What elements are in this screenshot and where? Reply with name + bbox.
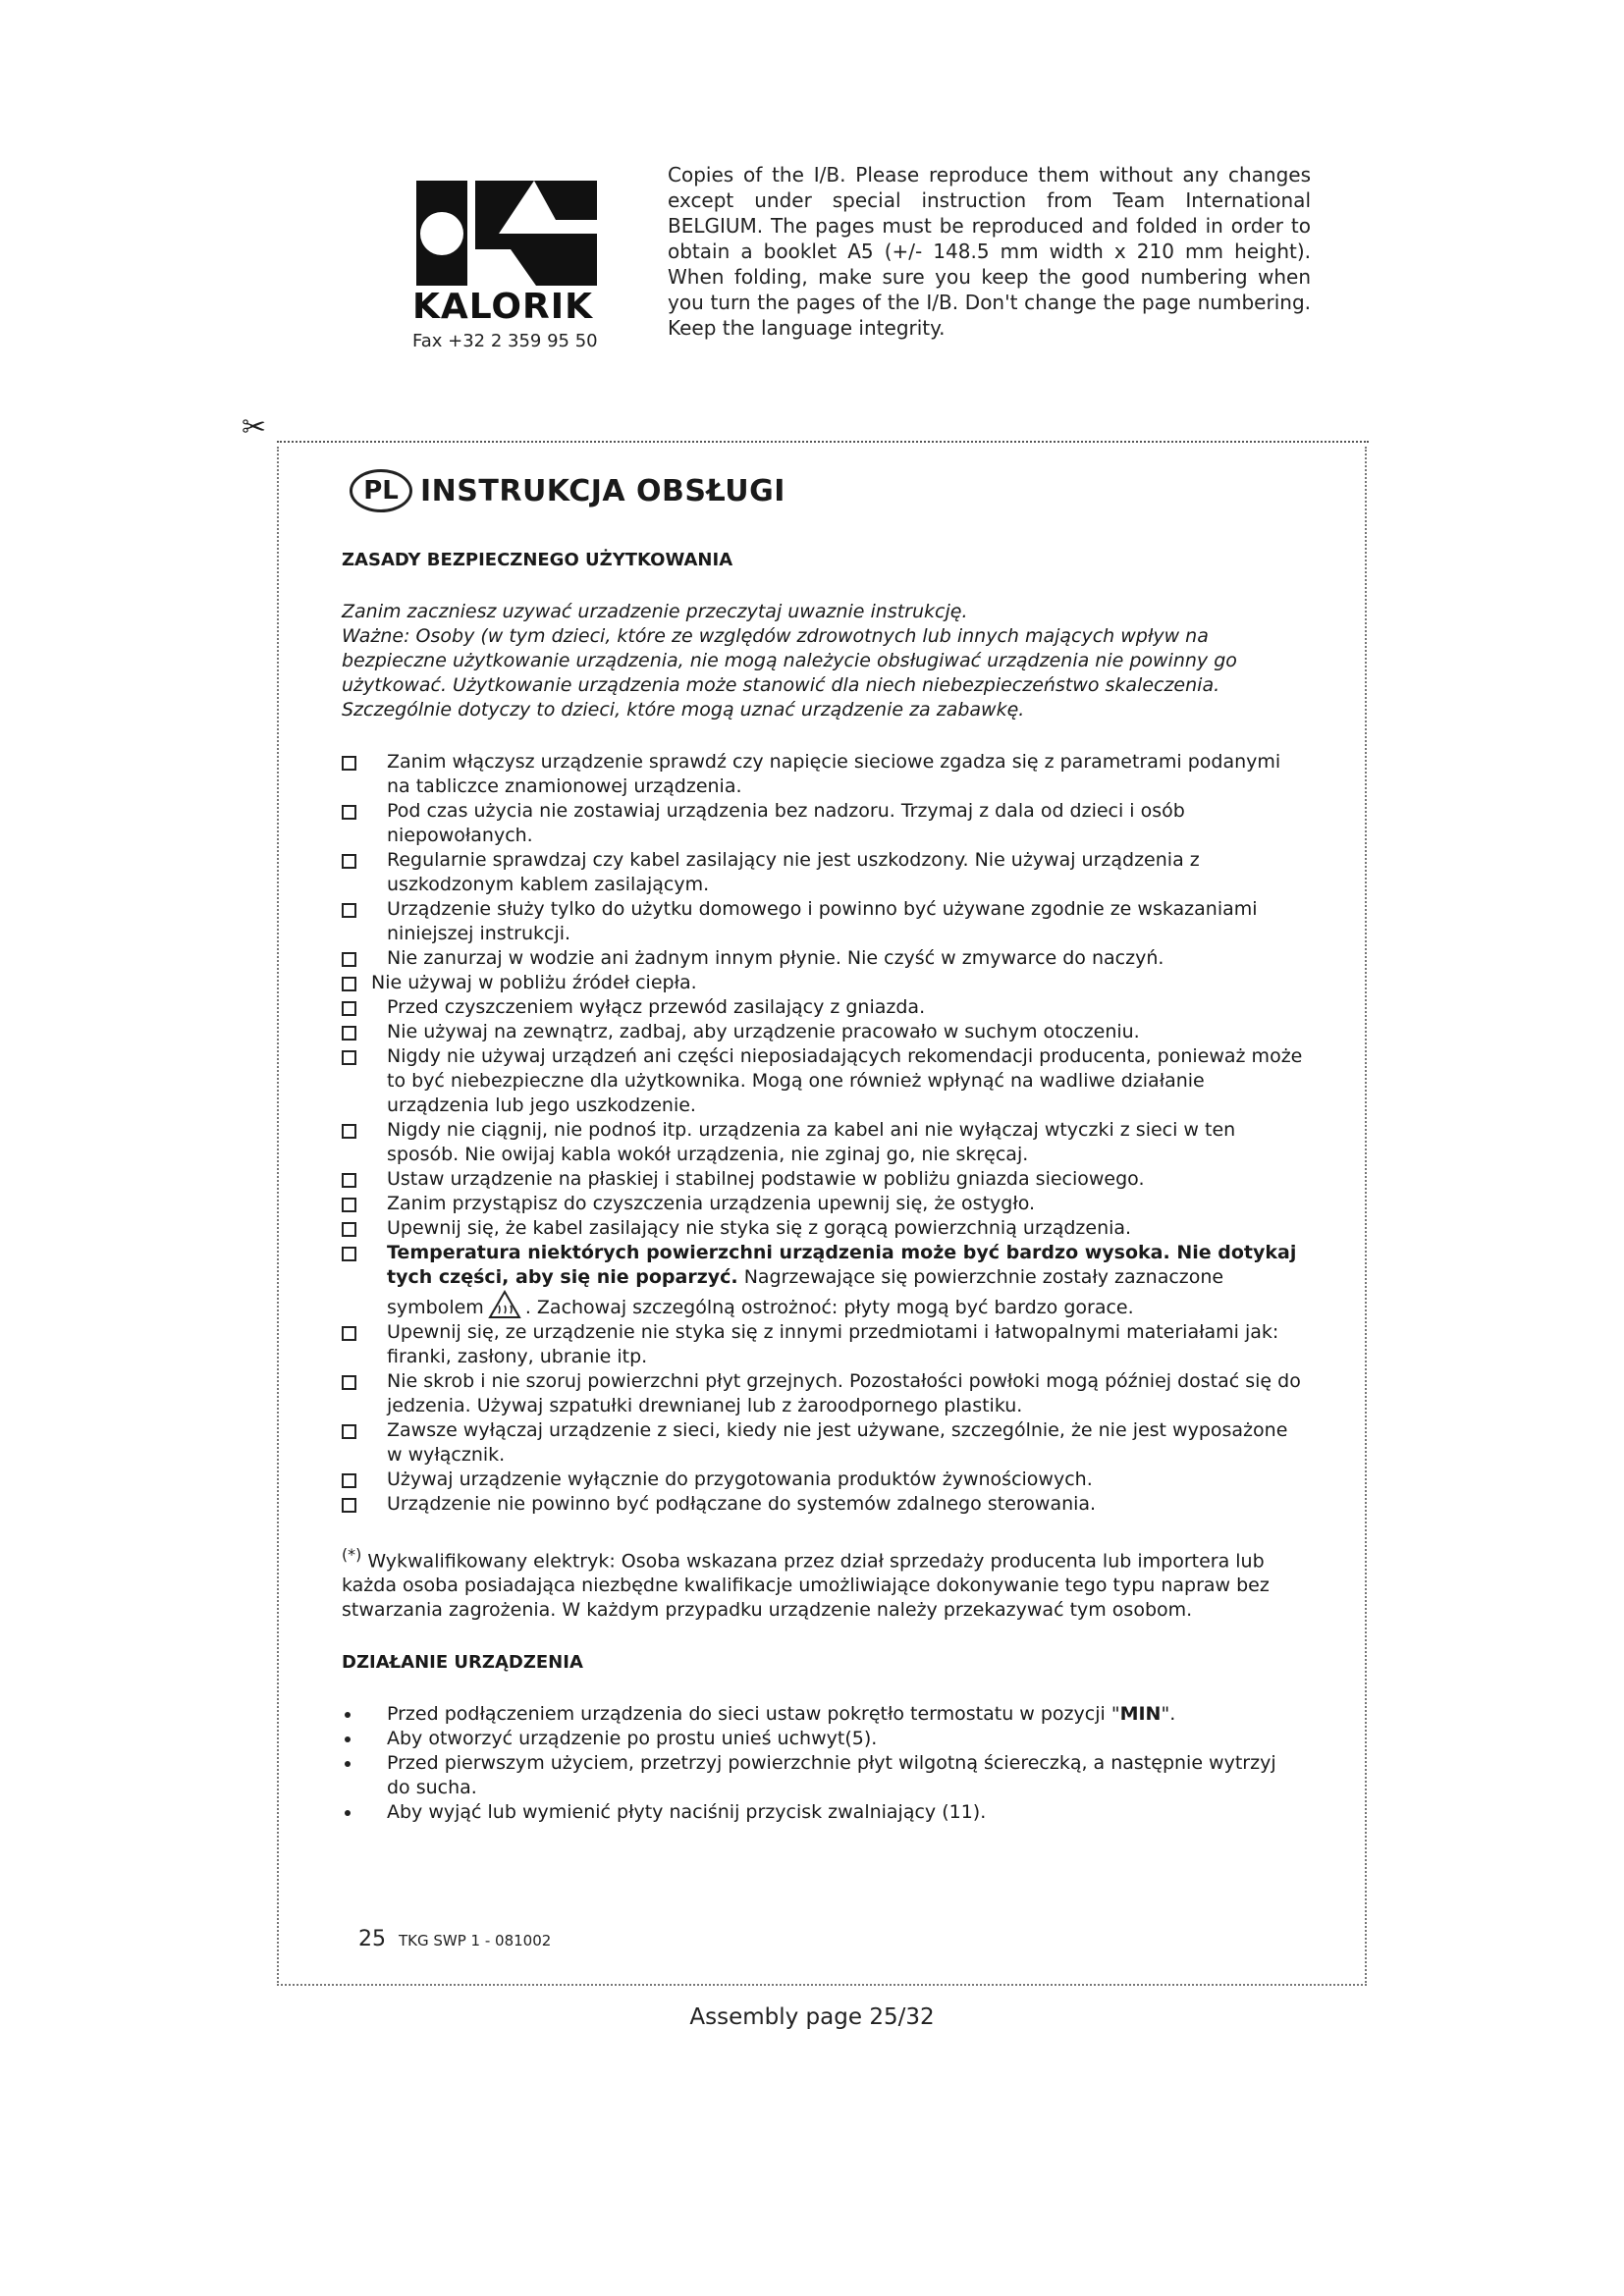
list-item: Urządzenie nie powinno być podłączane do systemów zdalnego sterowania. — [342, 1492, 1304, 1517]
checkbox-square-icon — [342, 1473, 356, 1488]
checkbox-square-icon — [342, 1026, 356, 1041]
list-item: Nie używaj w pobliżu źródeł ciepła. — [342, 971, 1304, 995]
list-item: Zanim przystąpisz do czyszczenia urządzenia upewnij się, że ostygło. — [342, 1192, 1304, 1216]
safety-list — [342, 750, 1304, 1517]
list-item: Przed czyszczeniem wyłącz przewód zasilający z gniazda. — [342, 995, 1304, 1020]
checkbox-square-icon — [342, 1375, 356, 1390]
list-item: Aby otworzyć urządzenie po prostu unieś uchwyt(5). — [342, 1727, 1304, 1751]
min-label: MIN — [1119, 1703, 1162, 1726]
operation-list — [342, 1702, 1304, 1825]
list-item: Aby wyjąć lub wymienić płyty naciśnij przycisk zwalniający (11). — [342, 1800, 1304, 1825]
safety-intro — [342, 600, 1304, 722]
checkbox-square-icon — [342, 1424, 356, 1439]
checkbox-square-icon — [342, 1124, 356, 1139]
list-item: Upewnij się, ze urządzenie nie styka się z innymi przedmiotami i łatwopalnymi materiałami jak: firanki, zasłony, ubranie itp. — [342, 1320, 1304, 1369]
checkbox-square-icon — [342, 756, 356, 771]
list-item: Urządzenie służy tylko do użytku domowego i powinno być używane zgodnie ze wskazaniami niniejszej instrukcji. — [342, 897, 1304, 946]
list-item: Nigdy nie ciągnij, nie podnoś itp. urządzenia za kabel ani nie wyłączaj wtyczki z sieci w ten sposób. Nie owijaj kabla wokół urządzenia, nie zginaj go, nie skręcaj. — [342, 1118, 1304, 1167]
logo-wordmark: KALORIK — [412, 287, 594, 327]
list-item: Przed podłączeniem urządzenia do sieci ustaw pokrętło termostatu w pozycji "MIN". — [342, 1702, 1304, 1727]
list-item: Nie skrob i nie szoruj powierzchni płyt grzejnych. Pozostałości powłoki mogą później dostać się do jedzenia. Używaj szpatułki drewnianej lub z żaroodpornego plastiku. — [342, 1369, 1304, 1418]
list-item: Zanim włączysz urządzenie sprawdź czy napięcie sieciowe zgadza się z parametrami podanymi na tabliczce znamionowej urządzenia. — [342, 750, 1304, 799]
list-item: Używaj urządzenie wyłącznie do przygotowania produktów żywnościowych. — [342, 1468, 1304, 1492]
hot-warning-bold: Temperatura niektórych powierzchni urządzenia może być bardzo wysoka. Nie dotykaj tych części, aby się nie poparzyć. — [387, 1242, 1297, 1288]
assembly-page-label: Assembly page 25/32 — [689, 2004, 935, 2030]
language-badge: PL — [350, 469, 412, 512]
kalorik-logo — [412, 177, 609, 351]
document-code: TKG SWP 1 - 081002 — [399, 1932, 552, 1949]
doc-title-row — [350, 461, 1304, 520]
qualified-electrician-footnote: (*) Wykwalifikowany elektryk: Osoba wskazana przez dział sprzedaży producenta lub importera lub każda osoba posiadająca niezbędne kwalifikacje umożliwiające dokonywanie tego typu napraw bez stwarzania zagrożenia. W każdym przypadku urządzenie należy przekazywać tym osobom. — [342, 1545, 1270, 1622]
list-item: Nigdy nie używaj urządzeń ani części nieposiadających rekomendacji producenta, ponieważ może to być niebezpieczne dla użytkownika. Mogą one również wpłynąć na wadliwe działanie urządzenia lub jego uszkodzenie. — [342, 1044, 1304, 1118]
checkbox-square-icon — [342, 903, 356, 918]
list-item: Pod czas użycia nie zostawiaj urządzenia bez nadzoru. Trzymaj z dala od dzieci i osób niepowołanych. — [342, 799, 1304, 848]
list-item: Upewnij się, że kabel zasilający nie styka się z gorącą powierzchnią urządzenia. — [342, 1216, 1304, 1241]
intro-paragraph: Ważne: Osoby (w tym dzieci, które ze względów zdrowotnych lub innych mających wpływ na bezpieczne użytkowanie urządzenia, nie mogą należycie obsługiwać urządzenia nie powinny go użytkować. Użytkowanie urządzenia może stanowić dla niech niebezpieczeństwo skaleczenia. Szczególnie dotyczy to dzieci, które mogą uznać urządzenie za zabawkę. — [342, 625, 1237, 721]
bullet-icon — [345, 1810, 351, 1816]
page-number: 25 — [358, 1927, 386, 1951]
page-footer — [358, 1927, 551, 1951]
checkbox-square-icon — [342, 854, 356, 869]
checkbox-square-icon — [342, 1498, 356, 1513]
list-item: Zawsze wyłączaj urządzenie z sieci, kiedy nie jest używane, szczególnie, że nie jest wyposażone w wyłącznik. — [342, 1418, 1304, 1468]
list-item: Nie używaj na zewnątrz, zadbaj, aby urządzenie pracowało w suchym otoczeniu. — [342, 1020, 1304, 1044]
intro-line: Zanim zaczniesz uzywać urzadzenie przeczytaj uwaznie instrukcję. — [342, 601, 968, 622]
reproduction-note: Copies of the I/B. Please reproduce them without any changes except under special instruction from Team International BELGIUM. The pages must be reproduced and folded in order to obtain a booklet A5 (+/- 148.5 mm width x 210 mm height). When folding, make sure you keep the good numbering when you turn the pages of the I/B. Don't change the page numbering. Keep the language integrity. — [668, 163, 1311, 340]
bullet-icon — [345, 1712, 351, 1718]
list-item: Ustaw urządzenie na płaskiej i stabilnej podstawie w pobliżu gniazda sieciowego. — [342, 1167, 1304, 1192]
checkbox-square-icon — [342, 1173, 356, 1188]
checkbox-square-icon — [342, 805, 356, 820]
bullet-icon — [345, 1761, 351, 1767]
footnote-mark: (*) — [342, 1545, 362, 1564]
safety-heading: ZASADY BEZPIECZNEGO UŻYTKOWANIA — [342, 550, 733, 570]
list-item: Nie zanurzaj w wodzie ani żadnym innym płynie. Nie czyść w zmywarce do naczyń. — [342, 946, 1304, 971]
scissors-icon: ✂ — [242, 410, 267, 445]
checkbox-square-icon — [342, 1326, 356, 1341]
checkbox-square-icon — [342, 1247, 356, 1261]
checkbox-square-icon — [342, 1198, 356, 1212]
checkbox-square-icon — [342, 1001, 356, 1016]
fax-number: Fax +32 2 359 95 50 — [412, 331, 598, 351]
checkbox-square-icon — [342, 952, 356, 967]
page-content — [342, 461, 1304, 1825]
page-title: INSTRUKCJA OBSŁUGI — [420, 473, 785, 508]
cut-line — [277, 441, 1369, 443]
operation-heading: DZIAŁANIE URZĄDZENIA — [342, 1652, 583, 1674]
bullet-icon — [345, 1736, 351, 1742]
list-item: Regularnie sprawdzaj czy kabel zasilający nie jest uszkodzony. Nie używaj urządzenia z uszkodzonym kablem zasilającym. — [342, 848, 1304, 897]
kalorik-logo-mark — [412, 177, 599, 290]
checkbox-square-icon — [342, 977, 356, 991]
checkbox-square-icon — [342, 1222, 356, 1237]
checkbox-square-icon — [342, 1050, 356, 1065]
hot-surface-warning: Temperatura niektórych powierzchni urządzenia może być bardzo wysoka. Nie dotykaj tych części, aby się nie poparzyć. Nagrzewające się powierzchnie zostały zaznaczone symbolem . Zachowaj szczególną ostrożnoć: płyty mogą być bardzo gorace. — [342, 1241, 1304, 1320]
list-item: Przed pierwszym użyciem, przetrzyj powierzchnie płyt wilgotną ściereczką, a następnie wytrzyj do sucha. — [342, 1751, 1304, 1800]
hot-surface-icon — [488, 1290, 521, 1319]
